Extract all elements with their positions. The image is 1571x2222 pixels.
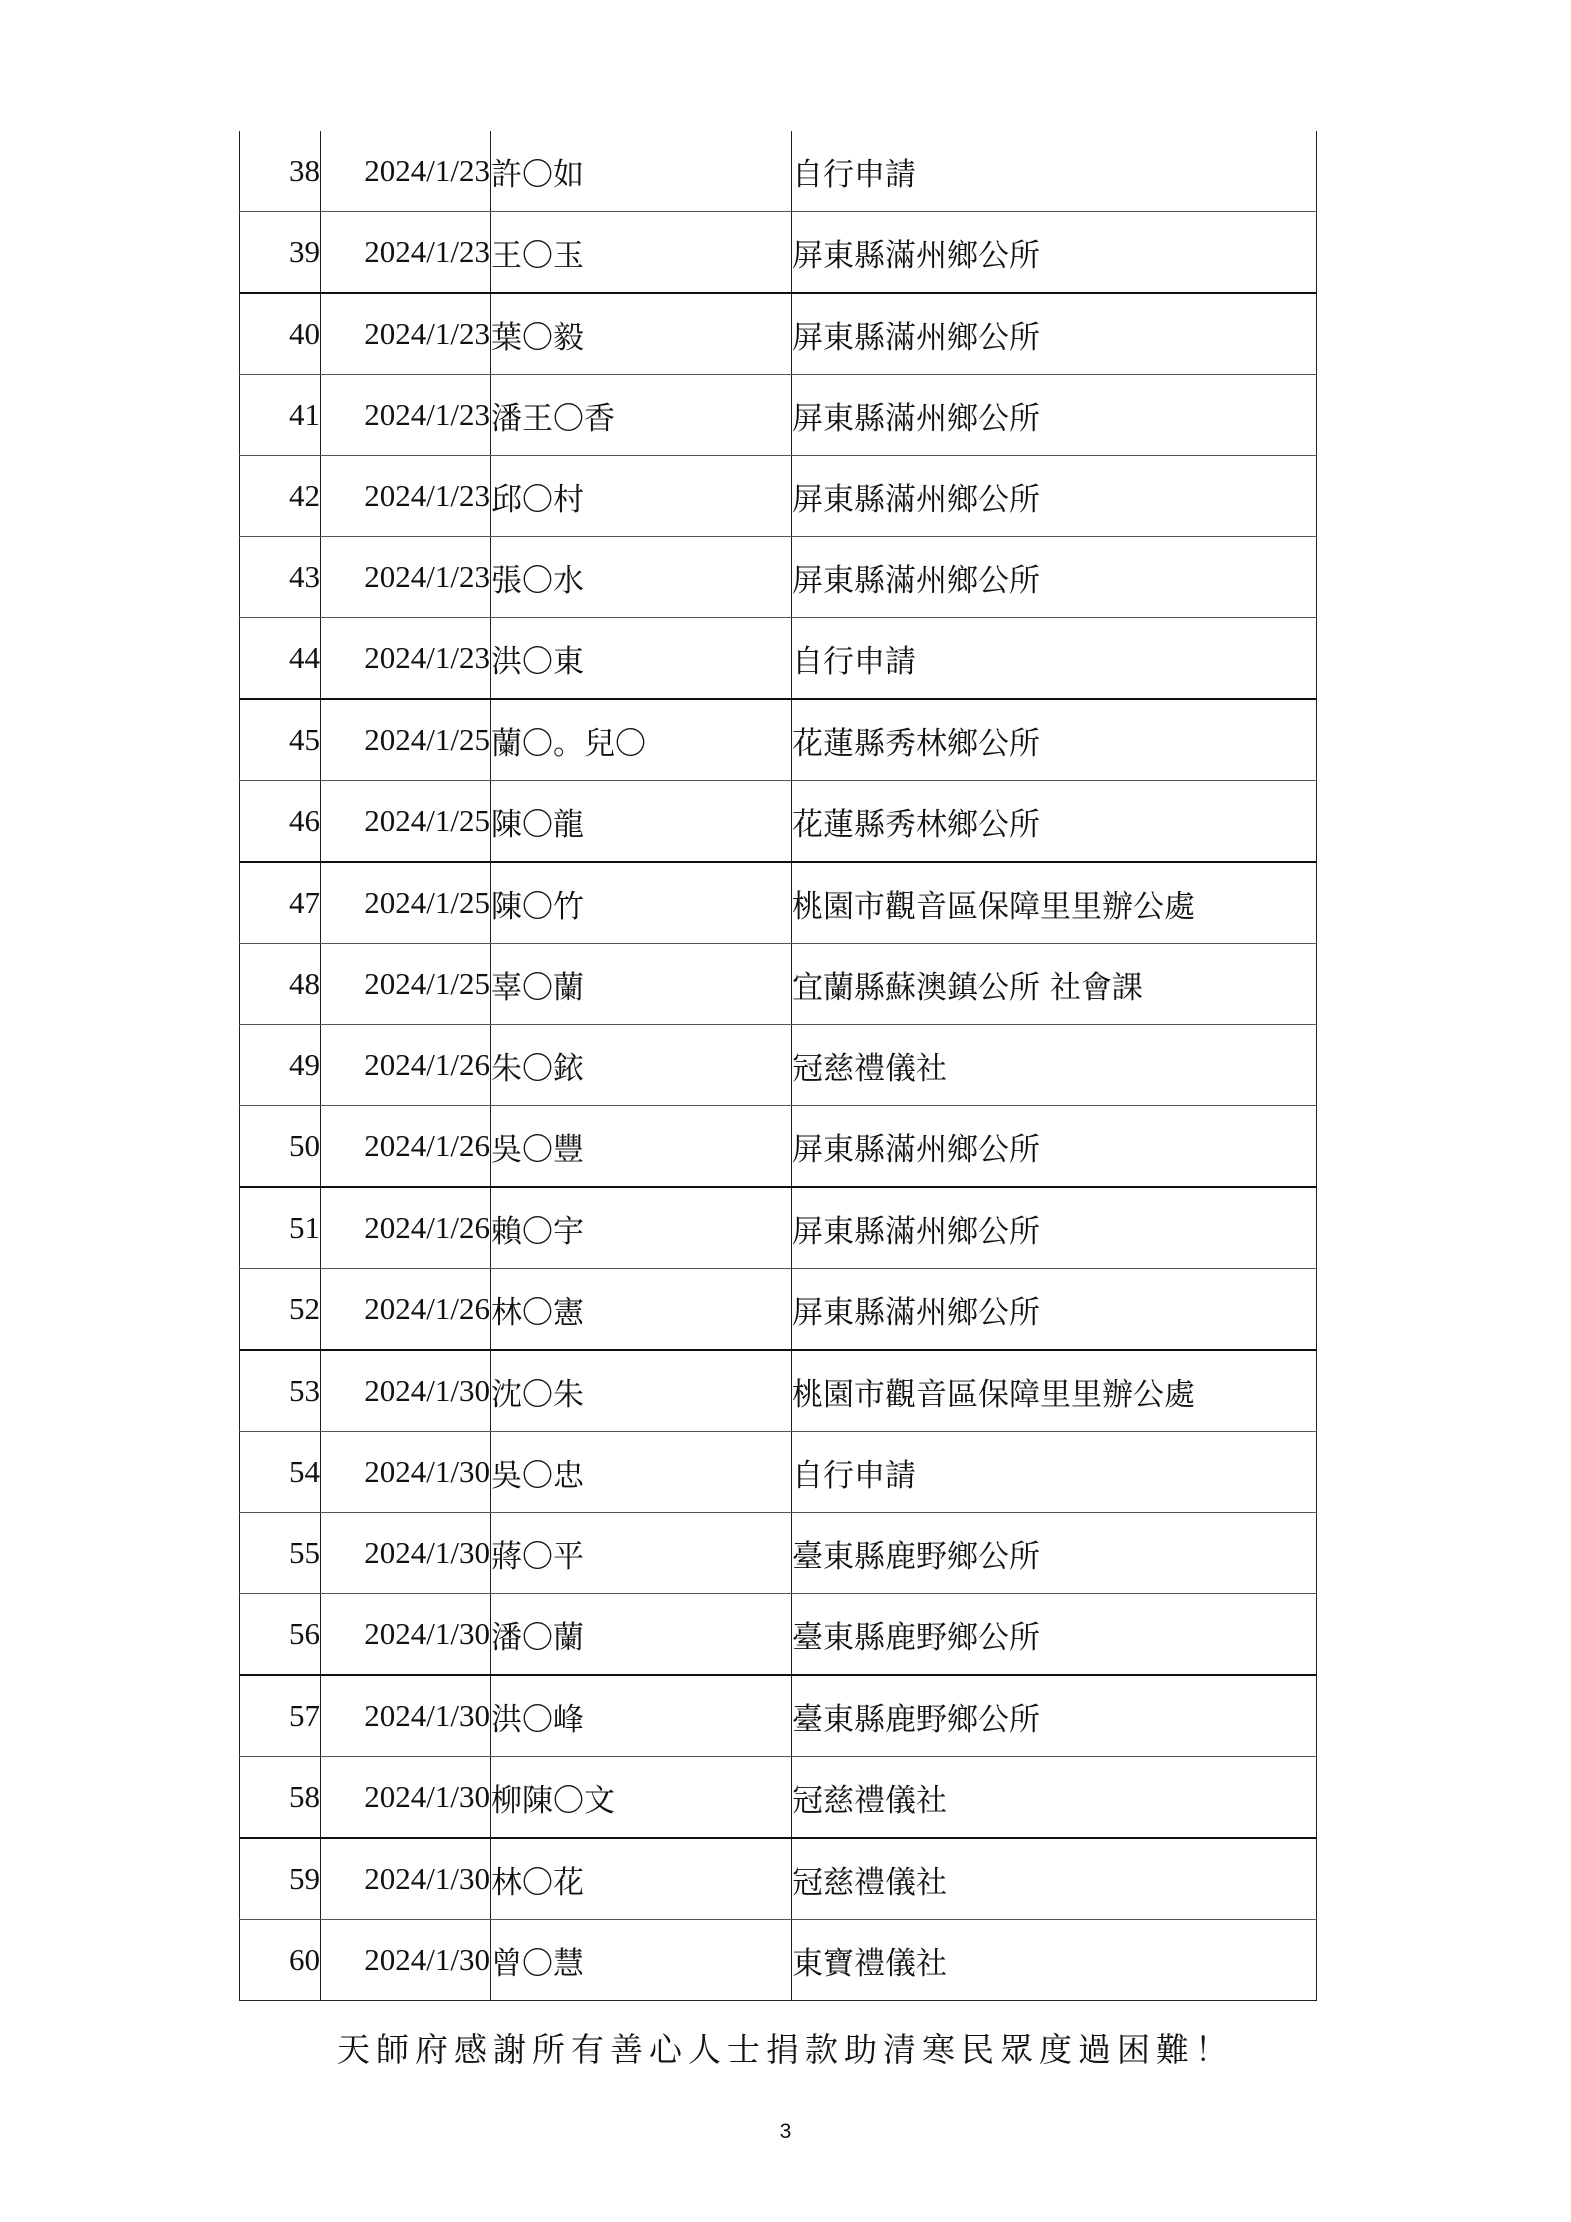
row-number: 60 [240,1920,321,2001]
row-number: 43 [240,537,321,618]
row-organization: 臺東縣鹿野鄉公所 [792,1513,1317,1594]
row-organization: 自行申請 [792,1432,1317,1513]
row-name: 洪〇東 [491,618,792,700]
row-number: 47 [240,862,321,944]
row-date: 2024/1/30 [321,1350,491,1432]
row-date: 2024/1/23 [321,293,491,375]
row-organization: 屏東縣滿州鄉公所 [792,212,1317,294]
table-row [240,1432,1317,1513]
table-row [240,944,1317,1025]
row-number: 57 [240,1675,321,1757]
row-name: 吳〇忠 [491,1432,792,1513]
thanks-message: 天師府感謝所有善心人士捐款助清寒民眾度過困難！ [337,2030,1234,2069]
row-date: 2024/1/23 [321,131,491,212]
table-row [240,618,1317,700]
row-name: 賴〇宇 [491,1187,792,1269]
row-number: 51 [240,1187,321,1269]
row-organization: 花蓮縣秀林鄉公所 [792,699,1317,781]
row-number: 53 [240,1350,321,1432]
page-number: 3 [779,2120,792,2143]
row-name: 葉〇毅 [491,293,792,375]
row-date: 2024/1/30 [321,1675,491,1757]
row-date: 2024/1/23 [321,618,491,700]
row-organization: 自行申請 [792,618,1317,700]
table-row [240,1350,1317,1432]
row-organization: 自行申請 [792,131,1317,212]
row-date: 2024/1/30 [321,1513,491,1594]
row-organization: 花蓮縣秀林鄉公所 [792,781,1317,863]
row-date: 2024/1/26 [321,1025,491,1106]
row-name: 蔣〇平 [491,1513,792,1594]
row-number: 59 [240,1838,321,1920]
row-name: 林〇花 [491,1838,792,1920]
row-organization: 臺東縣鹿野鄉公所 [792,1594,1317,1676]
row-date: 2024/1/23 [321,375,491,456]
row-organization: 冠慈禮儀社 [792,1757,1317,1839]
row-organization: 屏東縣滿州鄉公所 [792,456,1317,537]
row-organization: 屏東縣滿州鄉公所 [792,1187,1317,1269]
row-date: 2024/1/30 [321,1432,491,1513]
row-date: 2024/1/26 [321,1187,491,1269]
row-number: 58 [240,1757,321,1839]
table-row [240,1269,1317,1351]
row-name: 張〇水 [491,537,792,618]
donation-records-table [239,131,1317,2001]
row-date: 2024/1/25 [321,862,491,944]
row-name: 許〇如 [491,131,792,212]
table-row [240,131,1317,212]
row-name: 林〇憲 [491,1269,792,1351]
table-row [240,1106,1317,1188]
table-row [240,1025,1317,1106]
row-date: 2024/1/23 [321,456,491,537]
row-date: 2024/1/30 [321,1757,491,1839]
row-name: 邱〇村 [491,456,792,537]
row-number: 39 [240,212,321,294]
row-organization: 桃園市觀音區保障里里辦公處 [792,862,1317,944]
table-row [240,1187,1317,1269]
row-name: 洪〇峰 [491,1675,792,1757]
row-date: 2024/1/30 [321,1920,491,2001]
row-number: 49 [240,1025,321,1106]
row-name: 曾〇慧 [491,1920,792,2001]
row-organization: 屏東縣滿州鄉公所 [792,537,1317,618]
row-name: 潘王〇香 [491,375,792,456]
table-row [240,1838,1317,1920]
row-number: 55 [240,1513,321,1594]
table-row [240,212,1317,294]
row-number: 54 [240,1432,321,1513]
table-row [240,293,1317,375]
row-organization: 屏東縣滿州鄉公所 [792,293,1317,375]
row-number: 42 [240,456,321,537]
table-row [240,1675,1317,1757]
row-number: 45 [240,699,321,781]
table-row [240,699,1317,781]
table-row [240,1594,1317,1676]
table-row [240,1513,1317,1594]
table-row [240,1920,1317,2001]
row-number: 48 [240,944,321,1025]
row-date: 2024/1/23 [321,537,491,618]
row-number: 46 [240,781,321,863]
row-name: 朱〇銥 [491,1025,792,1106]
row-name: 陳〇竹 [491,862,792,944]
row-organization: 屏東縣滿州鄉公所 [792,1269,1317,1351]
row-date: 2024/1/25 [321,944,491,1025]
row-date: 2024/1/26 [321,1106,491,1188]
table-row [240,456,1317,537]
row-organization: 屏東縣滿州鄉公所 [792,1106,1317,1188]
row-date: 2024/1/30 [321,1594,491,1676]
row-organization: 冠慈禮儀社 [792,1025,1317,1106]
row-name: 柳陳〇文 [491,1757,792,1839]
row-name: 蘭〇。兒〇 [491,699,792,781]
row-number: 38 [240,131,321,212]
table-row [240,781,1317,863]
row-organization: 宜蘭縣蘇澳鎮公所 社會課 [792,944,1317,1025]
row-date: 2024/1/25 [321,781,491,863]
row-number: 50 [240,1106,321,1188]
row-organization: 屏東縣滿州鄉公所 [792,375,1317,456]
table-row [240,862,1317,944]
row-organization: 桃園市觀音區保障里里辦公處 [792,1350,1317,1432]
row-organization: 臺東縣鹿野鄉公所 [792,1675,1317,1757]
row-organization: 冠慈禮儀社 [792,1838,1317,1920]
table-row [240,1757,1317,1839]
row-date: 2024/1/25 [321,699,491,781]
row-date: 2024/1/26 [321,1269,491,1351]
row-date: 2024/1/30 [321,1838,491,1920]
row-name: 辜〇蘭 [491,944,792,1025]
row-name: 潘〇蘭 [491,1594,792,1676]
table-row [240,375,1317,456]
row-organization: 東寶禮儀社 [792,1920,1317,2001]
table-row [240,537,1317,618]
row-number: 52 [240,1269,321,1351]
row-number: 40 [240,293,321,375]
row-number: 44 [240,618,321,700]
row-number: 56 [240,1594,321,1676]
row-name: 陳〇龍 [491,781,792,863]
row-number: 41 [240,375,321,456]
row-date: 2024/1/23 [321,212,491,294]
row-name: 沈〇朱 [491,1350,792,1432]
row-name: 吳〇豐 [491,1106,792,1188]
row-name: 王〇玉 [491,212,792,294]
